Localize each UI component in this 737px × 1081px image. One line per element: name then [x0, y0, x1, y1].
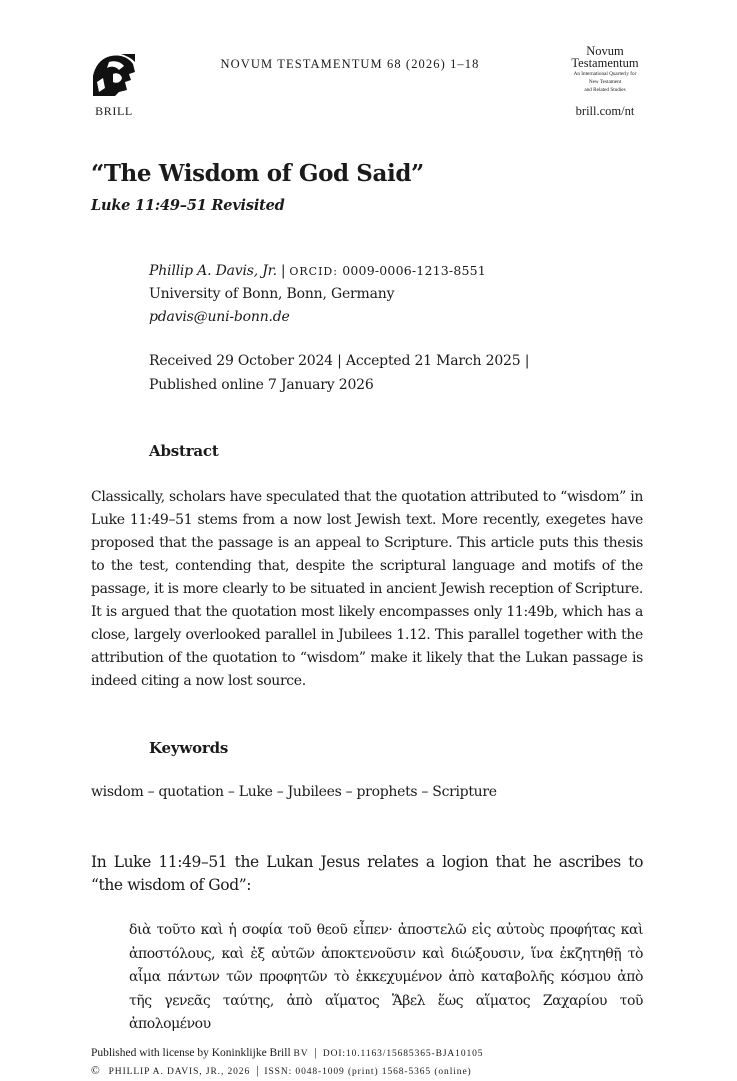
- license-bv: BV: [293, 1049, 309, 1059]
- abstract-heading: Abstract: [149, 442, 219, 460]
- abstract-text: Classically, scholars have speculated that the quotation attributed to “wisdom” in Luke 11:49–51 stems from a now lost Jewish text. More recently, exegetes have proposed that the passage is an appeal to Scripture. This article puts this thesis to the test, contending that, despite the scriptural language and motifs of the passage, it is more clearly to be situated in ancient Jewish reception of Scripture. It is argued that the quotation most likely encompasses only 11:49b, which has a close, largely overlooked parallel in Jubilees 1.12. This parallel together with the attribution of the quotation to “wisdom” make it likely that the Lukan passage is indeed citing a now lost source.: [91, 489, 643, 689]
- author-name: Phillip A. Davis, Jr.: [149, 263, 277, 279]
- author-email-link[interactable]: pdavis@uni-bonn.de: [149, 309, 290, 325]
- author-separator: |: [280, 263, 286, 279]
- greek-block-quote: διὰ τοῦτο καὶ ἡ σοφία τοῦ θεοῦ εἶπεν· ἀποστελῶ εἰς αὐτοὺς προφήτας καὶ ἀποστόλους, καὶ ἐξ αὐτῶν ἀποκτενοῦσιν καὶ διώξουσιν, ἵνα ἐκζητηθῇ τὸ αἷμα πάντων τῶν προφητῶν τὸ ἐκκεχυμένον ἀπὸ καταβολῆς κόσμου ἀπὸ τῆς γενεᾶς ταύτης, ἀπὸ αἵματος Ἅβελ ἕως αἵματος Ζαχαρίου τοῦ ἀπολομένου: [129, 922, 643, 1032]
- article-subtitle: Luke 11:49–51 Revisited: [91, 197, 285, 214]
- journal-name-line1: Novum: [586, 44, 624, 58]
- keywords-heading: Keywords: [149, 739, 229, 757]
- footer-line2: [91, 1063, 651, 1081]
- dates-line1: Received 29 October 2024 | Accepted 21 March 2025 |: [149, 353, 530, 369]
- journal-name-line2: Testamentum: [571, 56, 639, 70]
- author-affiliation: University of Bonn, Bonn, Germany: [149, 286, 395, 302]
- journal-masthead: [556, 45, 654, 93]
- publication-dates: [149, 349, 649, 397]
- footer-line1: [91, 1045, 651, 1063]
- copyright-symbol: ©: [91, 1065, 100, 1077]
- keywords-list: wisdom – quotation – Luke – Jubilees – prophets – Scripture: [91, 784, 497, 800]
- author-block: [149, 259, 649, 329]
- orcid-label: ORCID:: [289, 265, 338, 278]
- copyright-holder: PHILLIP A. DAVIS, JR., 2026: [108, 1067, 251, 1077]
- helmeted-head-icon: [91, 52, 137, 98]
- license-text: Published with license by Koninklijke Brill: [91, 1047, 291, 1059]
- page-footer: [91, 1045, 651, 1081]
- journal-subtitle-line2: New Testament: [588, 79, 622, 85]
- footer-divider-2: |: [256, 1065, 259, 1077]
- footer-divider: |: [314, 1047, 317, 1059]
- journal-subtitle-line3: and Related Studies: [584, 87, 626, 93]
- journal-citation: NOVUM TESTAMENTUM 68 (2026) 1–18: [220, 57, 480, 71]
- journal-url-link[interactable]: brill.com/nt: [575, 104, 635, 118]
- doi-link[interactable]: DOI:10.1163/15685365-BJA10105: [322, 1049, 484, 1059]
- article-title: “The Wisdom of God Said”: [91, 160, 424, 187]
- dates-line2: Published online 7 January 2026: [149, 377, 374, 393]
- orcid-id-link[interactable]: 0009-0006-1213-8551: [342, 263, 486, 278]
- issn-text: ISSN: 0048-1009 (print) 1568-5365 (online): [264, 1067, 472, 1077]
- journal-subtitle-line1: An International Quarterly for: [573, 71, 637, 77]
- author-line: [149, 259, 649, 283]
- publisher-name: BRILL: [95, 104, 133, 118]
- body-paragraph: In Luke 11:49–51 the Lukan Jesus relates a logion that he ascribes to “the wisdom of God”:: [91, 853, 643, 894]
